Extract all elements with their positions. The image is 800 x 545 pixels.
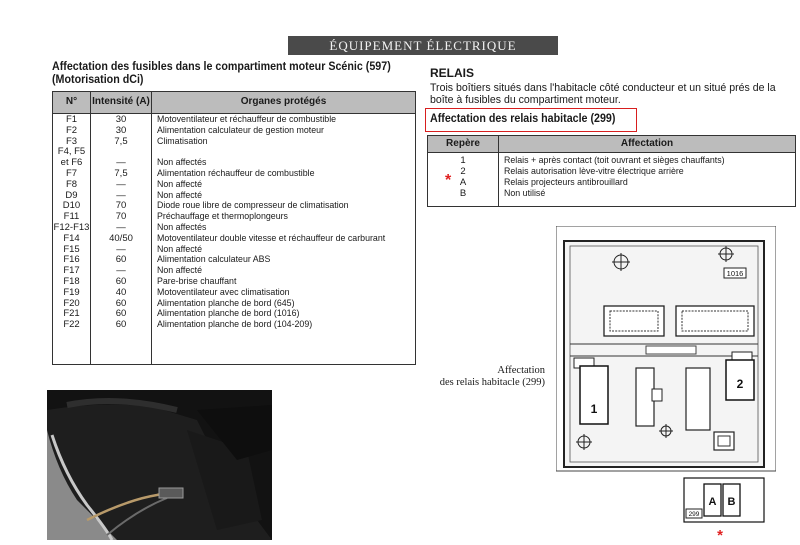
fuse-organ: Non affecté	[157, 189, 203, 201]
fuse-number: D10	[62, 200, 81, 212]
relais-heading: RELAIS	[430, 66, 475, 80]
relay-repere: A	[459, 177, 467, 188]
relay-affectation: Relais projecteurs antibrouillard	[504, 177, 628, 188]
relay-a-label: A	[708, 496, 717, 508]
fuse-intensity: 60	[115, 319, 127, 331]
fuse-intensity: —	[116, 243, 126, 255]
fuse-number: F8	[65, 178, 78, 190]
fuse-title-line2: (Motorisation dCi)	[52, 74, 144, 86]
table-row	[428, 166, 795, 177]
fuse-table-header	[53, 92, 415, 114]
col-header-organs: Organes protégés	[240, 96, 327, 107]
table-row	[53, 126, 415, 137]
fuse-organ: Alimentation planche de bord (1016)	[157, 308, 300, 320]
fuse-number: F7	[65, 167, 78, 179]
fuse-organ: Alimentation réchauffeur de combustible	[157, 167, 315, 179]
label-299: 299	[688, 511, 700, 518]
relay-repere: B	[459, 188, 467, 199]
relay-table-header	[428, 136, 795, 153]
fuse-number: F11	[63, 211, 80, 223]
fuse-number: F17	[63, 265, 80, 277]
fuse-number: F4, F5	[57, 146, 86, 158]
table-row	[53, 234, 415, 245]
relay-repere: 1	[460, 155, 466, 166]
fuse-organ: Climatisation	[157, 135, 208, 147]
fuse-intensity: 60	[115, 308, 127, 320]
fuse-intensity: 30	[115, 114, 127, 125]
fuse-number: F1	[65, 114, 78, 125]
diagram-caption	[420, 365, 545, 389]
fuse-organ: Non affecté	[157, 178, 203, 190]
fuse-organ: Motoventilateur double vitesse et réchauffeur de carburant	[157, 232, 386, 244]
fuse-organ: Alimentation planche de bord (645)	[157, 297, 295, 309]
relais-description: Trois boîtiers situés dans l'habitacle côté conducteur et un situé prés de la boîte à fusibles du compartiment moteur.	[430, 82, 776, 106]
fuse-organ: Non affecté	[157, 265, 203, 277]
relay-b-label: B	[727, 496, 736, 508]
fuse-title-line1: Affectation des fusibles dans le compartiment moteur Scénic (597)	[52, 61, 391, 73]
table-row	[53, 137, 415, 148]
fuse-number: F14	[63, 232, 80, 244]
fuse-intensity: 70	[115, 211, 127, 223]
fuse-intensity: 70	[115, 200, 127, 212]
asterisk-marker: *	[445, 172, 452, 189]
fuse-organ: Pare-brise chauffant	[157, 275, 237, 287]
fuse-intensity: 60	[115, 254, 127, 266]
fuse-organ: Motoventilateur avec climatisation	[157, 286, 290, 298]
table-row	[53, 147, 415, 158]
fuse-table-title	[52, 61, 396, 87]
fuse-organ: Diode roue libre de compresseur de climatisation	[157, 200, 349, 212]
relay-box-diagram	[556, 226, 776, 540]
fuse-intensity: 7,5	[114, 135, 128, 147]
engine-bay-photo	[47, 390, 272, 540]
fuse-intensity: 30	[115, 124, 127, 136]
fuse-intensity: 40/50	[109, 232, 133, 244]
col-header-number: N°	[65, 96, 78, 107]
table-row	[428, 188, 795, 199]
fuse-organ: Non affectés	[157, 221, 207, 233]
asterisk-marker: *	[717, 527, 723, 540]
table-row	[53, 180, 415, 191]
fuse-number: F15	[63, 243, 80, 255]
fuse-intensity: —	[116, 157, 126, 169]
fuse-number: F21	[63, 308, 80, 320]
relay-affectation: Non utilisé	[504, 188, 546, 199]
fuse-organ: Non affecté	[157, 243, 203, 255]
relay-table-title: Affectation des relais habitacle (299)	[430, 113, 616, 125]
fuse-number: F12-F13	[53, 221, 90, 233]
fuse-intensity: 60	[115, 275, 127, 287]
relay-1-label: 1	[590, 402, 598, 416]
fuse-rows	[53, 115, 415, 331]
fuse-intensity: —	[116, 189, 126, 201]
fuse-number: F20	[63, 297, 80, 309]
col-header-repere: Repère	[446, 138, 480, 149]
fuse-organ: Alimentation calculateur ABS	[157, 254, 271, 266]
label-1016: 1016	[726, 269, 744, 278]
fuse-intensity: —	[116, 178, 126, 190]
fuse-organ: Motoventilateur et réchauffeur de combustible	[157, 114, 337, 125]
relay-affectation: Relais + après contact (toit ouvrant et sièges chauffants)	[504, 155, 725, 166]
fuse-number: et F6	[60, 157, 83, 169]
fuse-organ: Alimentation planche de bord (104-209)	[157, 319, 313, 331]
fuse-table	[52, 91, 416, 365]
fuse-intensity: 7,5	[114, 167, 128, 179]
fuse-number: D9	[65, 189, 78, 201]
relay-affectation: Relais autorisation lève-vitre électrique arrière	[504, 166, 684, 177]
table-row	[53, 169, 415, 180]
fuse-number: F18	[63, 275, 80, 287]
table-row	[53, 320, 415, 331]
fuse-organ: Non affectés	[157, 157, 207, 169]
fuse-intensity: 40	[115, 286, 127, 298]
fuse-number: F22	[63, 319, 80, 331]
fuse-intensity: 60	[115, 297, 127, 309]
fuse-number: F3	[65, 135, 78, 147]
fuse-number: F16	[63, 254, 80, 266]
relay-2-label: 2	[736, 377, 744, 391]
col-header-intensity: Intensité (A)	[92, 96, 150, 107]
fuse-organ: Alimentation calculateur de gestion moteur	[157, 124, 324, 136]
relay-rows	[428, 155, 795, 199]
fuse-intensity: —	[116, 265, 126, 277]
fuse-organ: Préchauffage et thermoplongeurs	[157, 211, 288, 223]
table-row	[428, 155, 795, 166]
diagram-caption-line1: Affectation	[497, 365, 545, 376]
table-row	[53, 255, 415, 266]
col-header-affectation: Affectation	[620, 138, 674, 149]
fuse-number: F2	[65, 124, 78, 136]
fuse-number: F19	[63, 286, 80, 298]
section-banner: ÉQUIPEMENT ÉLECTRIQUE	[288, 36, 558, 55]
table-row	[428, 177, 795, 188]
table-row	[53, 212, 415, 223]
fuse-intensity: —	[116, 221, 126, 233]
relay-repere: 2	[460, 166, 466, 177]
relay-table	[427, 135, 796, 207]
diagram-caption-line2: des relais habitacle (299)	[439, 377, 545, 388]
